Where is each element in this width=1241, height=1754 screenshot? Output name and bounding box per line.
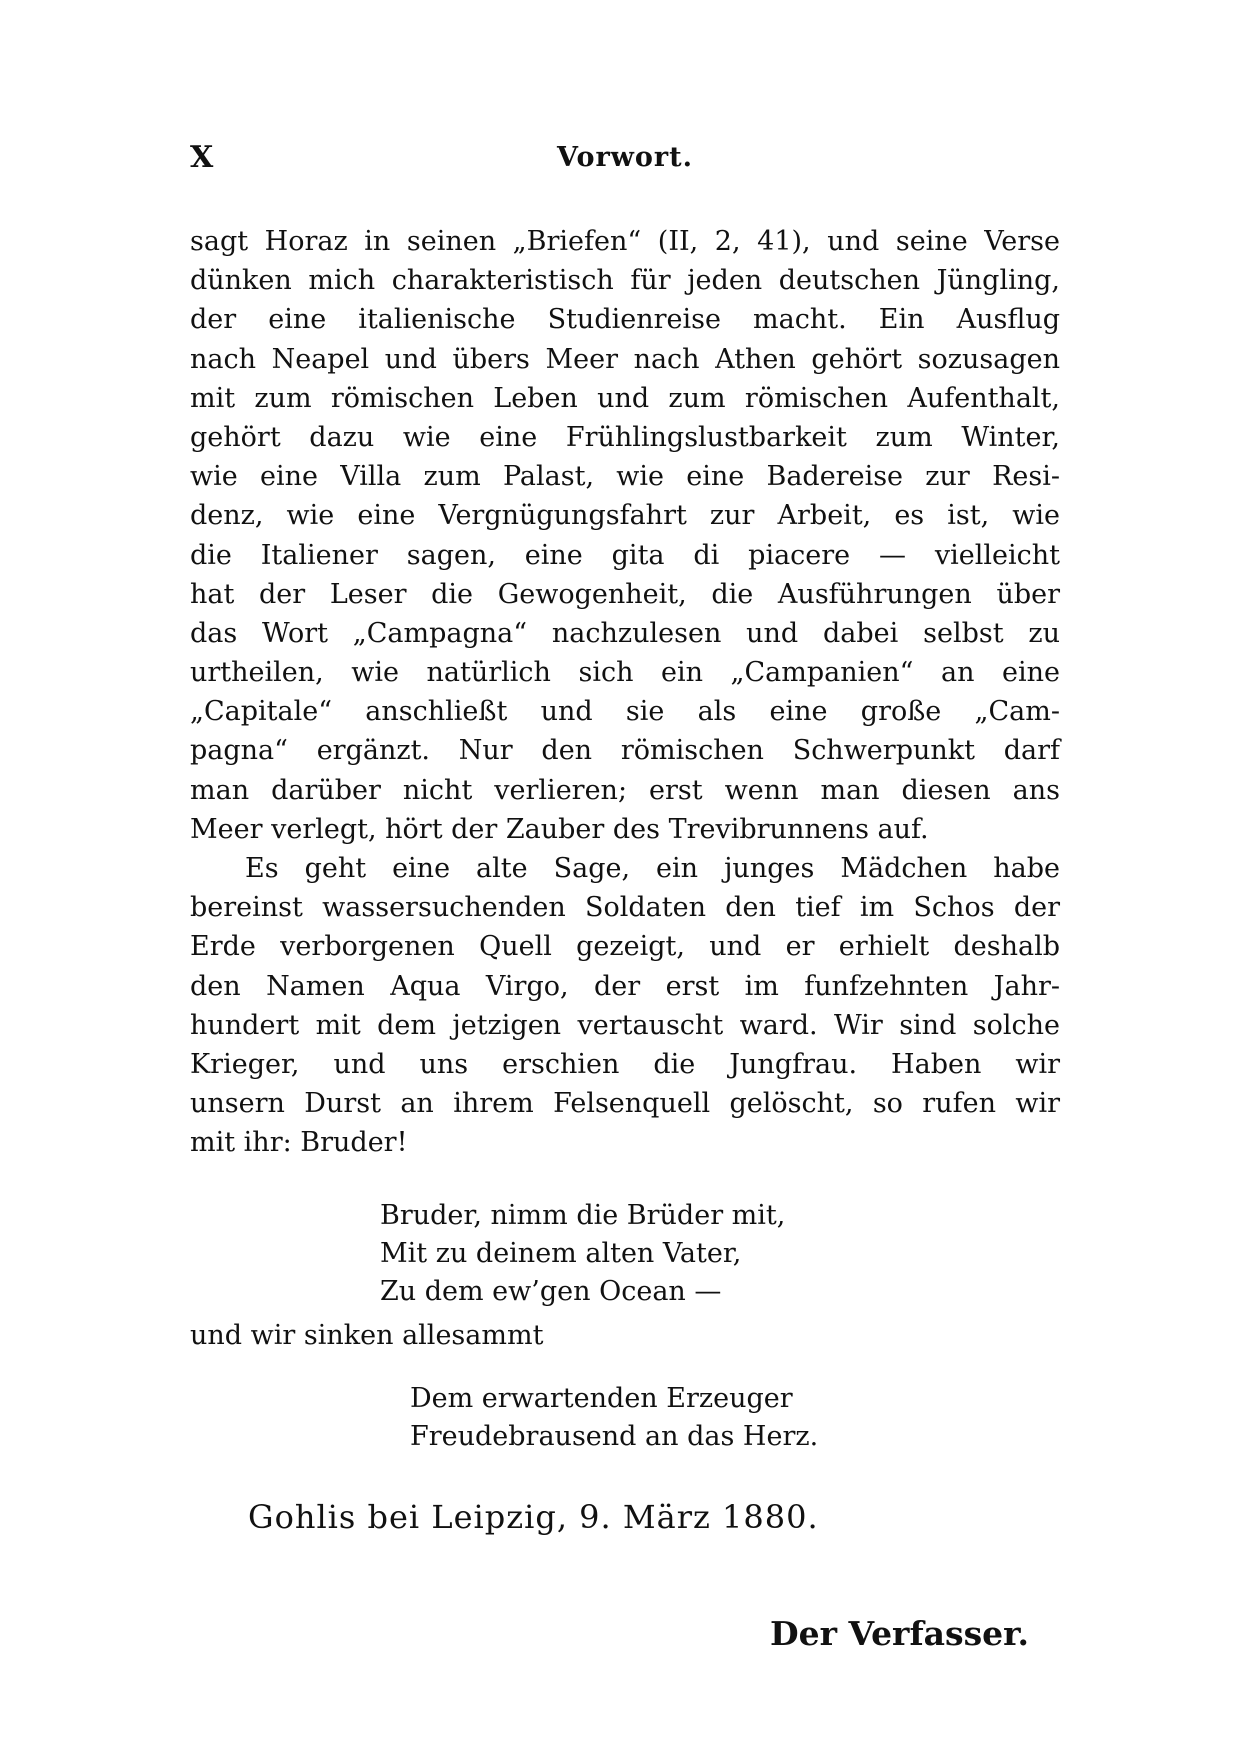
verse-line: Dem erwartenden Erzeuger — [410, 1383, 793, 1414]
verse-line: Freudebrausend an das Herz. — [410, 1421, 819, 1452]
verse-quote-1 — [380, 1197, 785, 1311]
text-line: hundert mit dem jetzigen vertauscht ward. Wir sind solche — [190, 1009, 1060, 1041]
text-line: dünken mich charakteristisch für jeden deutschen Jüngling, — [190, 265, 1060, 297]
text-line: wie eine Villa zum Palast, wie eine Badereise zur Resi- — [190, 461, 1060, 493]
text-line: bereinst wassersuchenden Soldaten den tief im Schos der — [190, 892, 1060, 924]
verse-line: Mit zu deinem alten Vater, — [380, 1238, 742, 1269]
text-line: das Wort „Campagna“ nachzulesen und dabei selbst zu — [190, 617, 1060, 649]
body-text — [190, 222, 1060, 1163]
verse-line: Bruder, nimm die Brüder mit, — [380, 1200, 786, 1231]
text-line: hat der Leser die Gewogenheit, die Ausführungen über — [190, 578, 1060, 610]
text-line: gehört dazu wie eine Frühlingslustbarkeit zum Winter, — [190, 421, 1060, 453]
text-line: pagna“ ergänzt. Nur den römischen Schwerpunkt darf — [190, 735, 1060, 767]
text-line: „Capitale“ anschließt und sie als eine große „Cam- — [190, 696, 1060, 728]
page-header — [190, 140, 1060, 180]
text-line: denz, wie eine Vergnügungsfahrt zur Arbeit, es ist, wie — [190, 500, 1060, 532]
verse-quote-2 — [410, 1380, 818, 1456]
verse-line: Zu dem ew’gen Ocean — — [380, 1276, 722, 1307]
transition-line: und wir sinken allesammt — [190, 1320, 544, 1351]
author-signature: Der Verfasser. — [770, 1614, 1030, 1653]
text-line: den Namen Aqua Virgo, der erst im funfzehnten Jahr- — [190, 970, 1060, 1002]
place-date: Gohlis bei Leipzig, 9. März 1880. — [248, 1498, 819, 1536]
text-line: der eine italienische Studienreise macht. Ein Ausflug — [190, 304, 1060, 336]
text-line: urtheilen, wie natürlich sich ein „Campanien“ an eine — [190, 657, 1060, 689]
text-line: nach Neapel und übers Meer nach Athen gehört sozusagen — [190, 343, 1060, 375]
text-line: man darüber nicht verlieren; erst wenn man diesen ans — [190, 774, 1060, 806]
paragraph-start-line: Es geht eine alte Sage, ein junges Mädchen habe — [245, 853, 1060, 884]
text-line: mit ihr: Bruder! — [190, 1127, 408, 1159]
page-number: X — [190, 140, 215, 175]
text-line: unsern Durst an ihrem Felsenquell gelöscht, so rufen wir — [190, 1088, 1060, 1120]
text-line: mit zum römischen Leben und zum römischen Aufenthalt, — [190, 382, 1060, 414]
text-line: Erde verborgenen Quell gezeigt, und er erhielt deshalb — [190, 931, 1060, 963]
text-line: die Italiener sagen, eine gita di piacere — vielleicht — [190, 539, 1060, 571]
text-line: sagt Horaz in seinen „Briefen“ (II, 2, 41), und seine Verse — [190, 226, 1060, 257]
text-line: Krieger, und uns erschien die Jungfrau. Haben wir — [190, 1048, 1060, 1080]
running-head: Vorwort. — [556, 142, 694, 173]
text-line: Meer verlegt, hört der Zauber des Trevibrunnens auf. — [190, 813, 929, 845]
